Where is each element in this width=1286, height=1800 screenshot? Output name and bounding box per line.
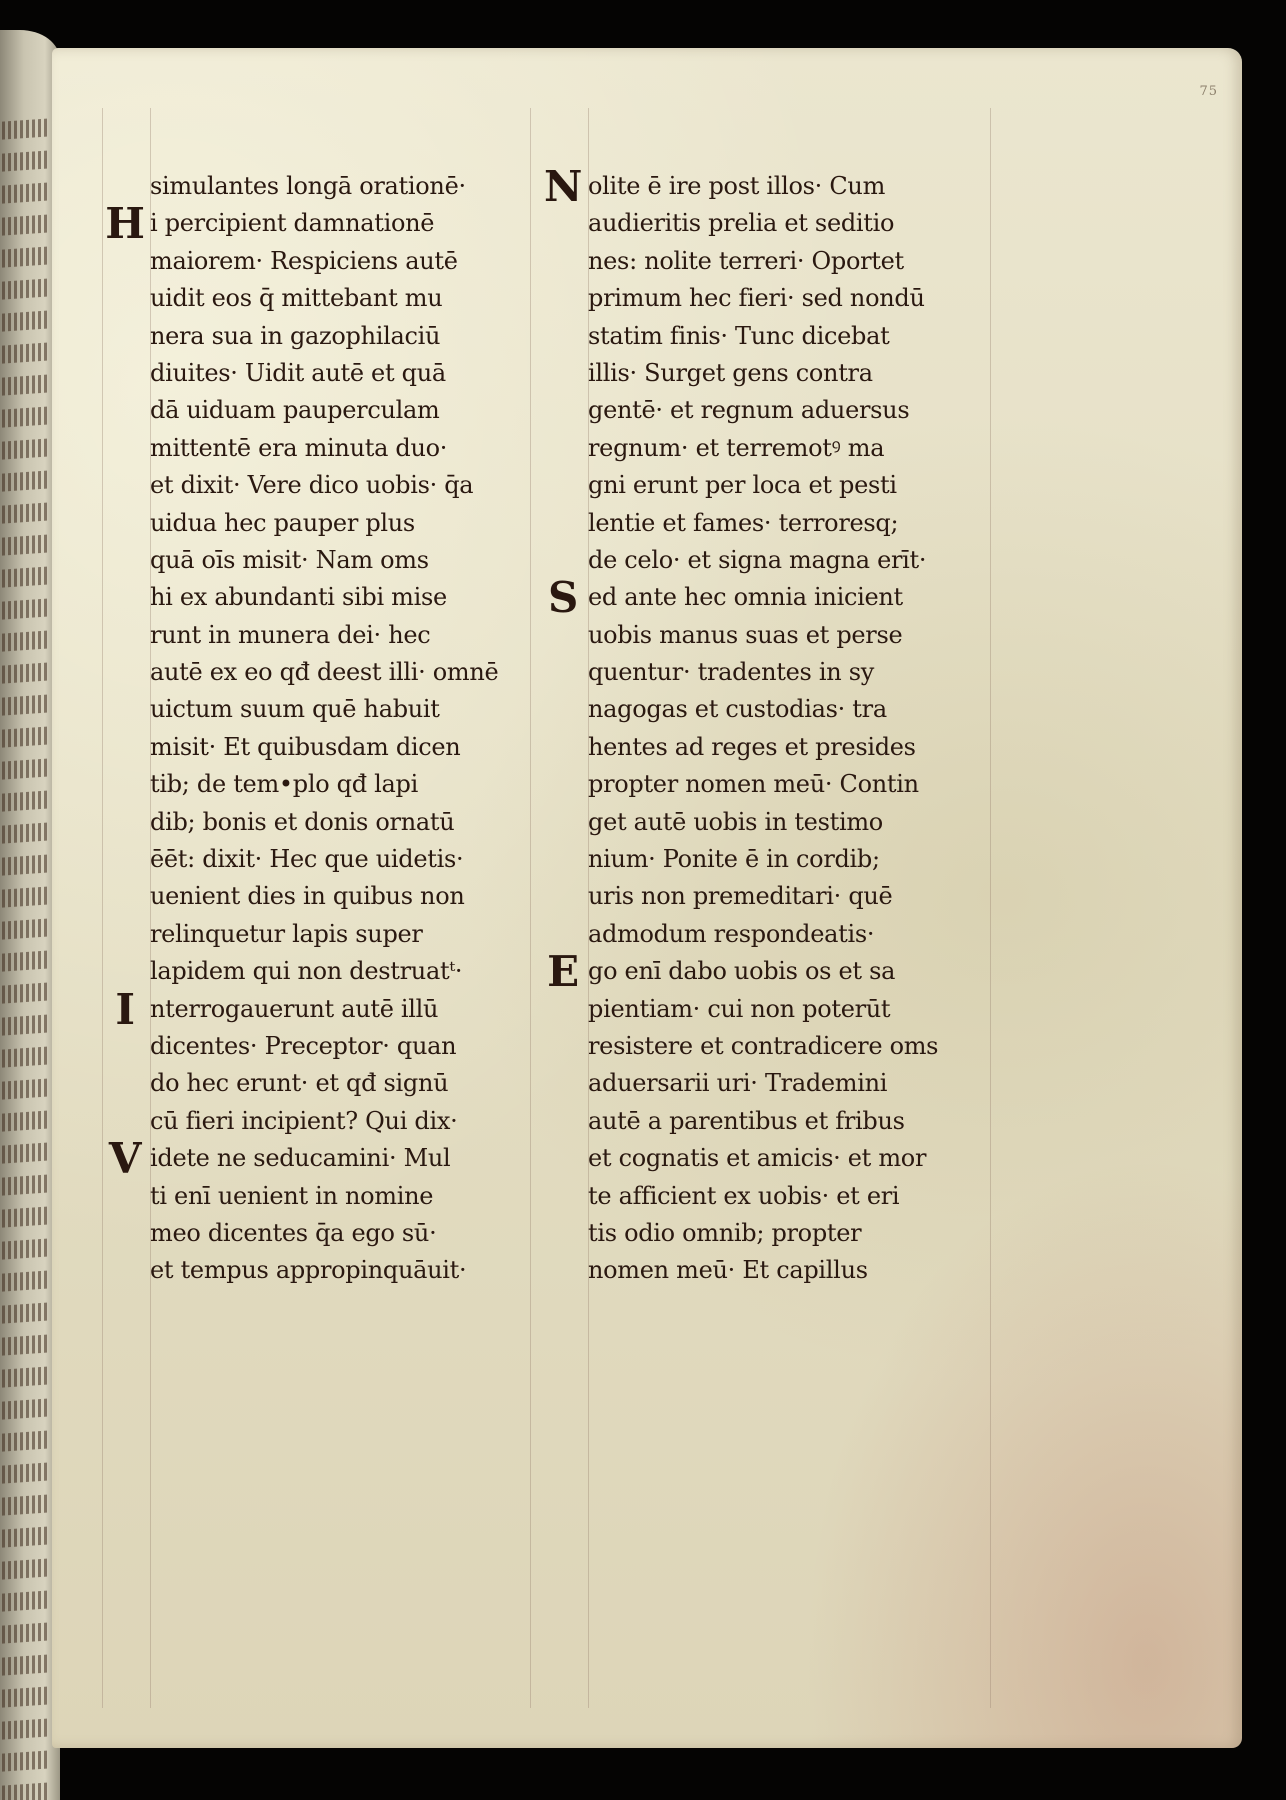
manuscript-line: [102, 953, 522, 990]
manuscript-line: [540, 654, 990, 691]
manuscript-line: [102, 1103, 522, 1140]
line-text: hi ex abundanti sibi mise: [150, 583, 447, 612]
manuscript-line: [540, 1140, 990, 1177]
manuscript-line: [102, 355, 522, 392]
manuscript-line: [540, 280, 990, 317]
manuscript-line: [102, 984, 522, 1034]
facing-line: [2, 1686, 50, 1707]
manuscript-line: [102, 243, 522, 280]
line-text: hentes ad reges et presides: [588, 732, 916, 761]
facing-line: [2, 950, 50, 971]
manuscript-line: [540, 916, 990, 953]
manuscript-line: [540, 318, 990, 355]
facing-line: [2, 758, 50, 779]
line-text: nes: nolite terreri· Oportet: [588, 246, 904, 275]
line-text: go enī dabo uobis os et sa: [588, 957, 896, 986]
manuscript-line: [102, 916, 522, 953]
manuscript-line: [540, 573, 990, 623]
line-text: dicentes· Preceptor· quan: [150, 1031, 457, 1060]
line-text: te afficient ex uobis· et eri: [588, 1181, 900, 1210]
facing-line: [2, 1046, 50, 1067]
facing-line: [2, 918, 50, 939]
line-text: maiorem· Respiciens autē: [150, 246, 458, 275]
manuscript-line: [540, 162, 990, 211]
facing-line: [2, 598, 50, 619]
manuscript-line: [540, 947, 990, 997]
manuscript-line: [540, 467, 990, 504]
manuscript-line: [540, 991, 990, 1028]
manuscript-line: [102, 1178, 522, 1215]
manuscript-line: [540, 804, 990, 841]
line-text: nera sua in gazophilaciū: [150, 321, 441, 350]
line-text: uris non premeditari· quē: [588, 882, 893, 911]
manuscript-line: [540, 243, 990, 280]
line-text: runt in munera dei· hec: [150, 620, 431, 649]
facing-line: [2, 438, 50, 459]
line-text: uenient dies in quibus non: [150, 882, 465, 911]
facing-line: [2, 1462, 50, 1483]
manuscript-line: [540, 1103, 990, 1140]
line-text: nium· Ponite ē in cordib;: [588, 845, 880, 874]
manuscript-line: [540, 729, 990, 766]
manuscript-line: [102, 199, 522, 249]
facing-line: [2, 726, 50, 747]
facing-line: [2, 1558, 50, 1579]
manuscript-line: [540, 1215, 990, 1252]
left-text-column: [102, 168, 522, 1290]
manuscript-line: [102, 1065, 522, 1102]
manuscript-line: [102, 1028, 522, 1065]
ruling-line: [530, 108, 531, 1708]
line-text: tib; de tem•plo qđ lapi: [150, 770, 418, 799]
facing-line: [2, 246, 50, 267]
line-text: lapidem qui non destruatᵗ·: [150, 957, 463, 986]
manuscript-line: [540, 505, 990, 542]
manuscript-line: [540, 430, 990, 467]
facing-line: [2, 1398, 50, 1419]
manuscript-line: [102, 691, 522, 728]
facing-line: [2, 150, 50, 171]
facing-line: [2, 822, 50, 843]
line-text: gentē· et regnum aduersus: [588, 396, 910, 425]
facing-page-edge: [0, 30, 60, 1800]
facing-line: [2, 118, 50, 139]
facing-line: [2, 662, 50, 683]
facing-line: [2, 310, 50, 331]
manuscript-line: [540, 392, 990, 429]
facing-line: [2, 1238, 50, 1259]
line-text: autē a parentibus et fribus: [588, 1106, 905, 1135]
facing-line: [2, 1078, 50, 1099]
facing-line: [2, 278, 50, 299]
line-text: resistere et contradicere oms: [588, 1031, 939, 1060]
facing-line: [2, 1014, 50, 1035]
line-text: misit· Et quibusdam dicen: [150, 732, 461, 761]
line-text: i percipient damnationē: [150, 209, 435, 238]
line-text: quentur· tradentes in sy: [588, 658, 874, 687]
manuscript-line: [102, 430, 522, 467]
line-text: admodum respondeatis·: [588, 919, 875, 948]
line-text: nterrogauerunt autē illū: [150, 994, 439, 1023]
facing-line: [2, 790, 50, 811]
line-initial: E: [547, 947, 579, 997]
folio-number: 75: [1199, 84, 1218, 99]
facing-line: [2, 182, 50, 203]
facing-line: [2, 1174, 50, 1195]
line-text: dā uiduam pauperculam: [150, 396, 440, 425]
manuscript-line: [540, 1178, 990, 1215]
facing-line: [2, 886, 50, 907]
line-initial: N: [543, 162, 583, 211]
manuscript-line: [540, 205, 990, 242]
line-text: regnum· et terremotꝰ ma: [588, 433, 885, 462]
line-text: ēēt: dixit· Hec que uidetis·: [150, 845, 464, 874]
line-initial: V: [108, 1134, 142, 1184]
right-text-column: [540, 162, 990, 1290]
facing-line: [2, 1366, 50, 1387]
manuscript-line: [102, 878, 522, 915]
line-text: simulantes longā orationē·: [150, 172, 466, 200]
manuscript-line: [540, 1065, 990, 1102]
line-text: nomen meū· Et capillus: [588, 1256, 868, 1285]
facing-line: [2, 1110, 50, 1131]
line-text: ti enī uenient in nomine: [150, 1181, 434, 1210]
line-text: diuites· Uidit autē et quā: [150, 358, 446, 387]
line-text: de celo· et signa magna erīt·: [588, 545, 927, 574]
line-text: gni erunt per loca et pesti: [588, 471, 897, 500]
facing-page-text: [2, 120, 58, 1800]
line-text: illis· Surget gens contra: [588, 358, 873, 387]
line-text: uobis manus suas et perse: [588, 620, 903, 649]
manuscript-line: [102, 1215, 522, 1252]
line-initial: H: [105, 199, 145, 249]
manuscript-folio: [52, 48, 1242, 1748]
line-text: et tempus appropinquāuit·: [150, 1256, 467, 1285]
line-text: relinquetur lapis super: [150, 919, 423, 948]
line-text: et dixit· Vere dico uobis· q̄a: [150, 471, 474, 500]
line-text: nagogas et custodias· tra: [588, 695, 887, 724]
line-text: primum hec fieri· sed nondū: [588, 284, 925, 313]
facing-line: [2, 1270, 50, 1291]
manuscript-line: [540, 617, 990, 654]
manuscript-line: [102, 280, 522, 317]
facing-line: [2, 1718, 50, 1739]
line-text: meo dicentes q̄a ego sū·: [150, 1218, 437, 1247]
facing-line: [2, 630, 50, 651]
manuscript-line: [102, 766, 522, 803]
line-text: cū fieri incipient? Qui dix·: [150, 1106, 458, 1135]
facing-line: [2, 1430, 50, 1451]
line-text: dib; bonis et donis ornatū: [150, 807, 455, 836]
manuscript-line: [540, 542, 990, 579]
manuscript-line: [102, 542, 522, 579]
facing-line: [2, 342, 50, 363]
facing-line: [2, 1654, 50, 1675]
line-text: olite ē ire post illos· Cum: [588, 172, 886, 200]
facing-line: [2, 534, 50, 555]
manuscript-line: [540, 878, 990, 915]
line-text: uictum suum quē habuit: [150, 695, 440, 724]
line-initial: I: [115, 984, 135, 1034]
facing-line: [2, 1782, 50, 1800]
facing-line: [2, 470, 50, 491]
ruling-line: [990, 108, 991, 1708]
manuscript-line: [102, 579, 522, 616]
facing-line: [2, 1142, 50, 1163]
manuscript-line: [540, 766, 990, 803]
line-text: autē ex eo qđ deest illi· omnē: [150, 658, 499, 687]
facing-line: [2, 1494, 50, 1515]
line-text: quā oīs misit· Nam oms: [150, 545, 429, 574]
line-text: uidua hec pauper plus: [150, 508, 415, 537]
line-text: audieritis prelia et seditio: [588, 209, 895, 238]
manuscript-line: [540, 841, 990, 878]
facing-line: [2, 1302, 50, 1323]
facing-line: [2, 406, 50, 427]
line-text: uidit eos q̄ mittebant mu: [150, 284, 443, 313]
manuscript-line: [102, 392, 522, 429]
line-text: aduersarii uri· Trademini: [588, 1069, 888, 1098]
manuscript-line: [102, 505, 522, 542]
facing-line: [2, 982, 50, 1003]
manuscript-line: [540, 691, 990, 728]
facing-line: [2, 566, 50, 587]
manuscript-line: [540, 1252, 990, 1289]
manuscript-line: [102, 729, 522, 766]
facing-line: [2, 1750, 50, 1771]
manuscript-line: [540, 355, 990, 392]
manuscript-line: [102, 1134, 522, 1184]
facing-line: [2, 1590, 50, 1611]
facing-line: [2, 854, 50, 875]
manuscript-line: [102, 654, 522, 691]
facing-line: [2, 1526, 50, 1547]
line-text: mittentē era minuta duo·: [150, 433, 448, 462]
line-text: et cognatis et amicis· et mor: [588, 1144, 927, 1173]
facing-line: [2, 374, 50, 395]
manuscript-line: [102, 318, 522, 355]
facing-line: [2, 1334, 50, 1355]
facing-line: [2, 214, 50, 235]
line-initial: S: [547, 573, 579, 623]
manuscript-line: [102, 841, 522, 878]
manuscript-line: [540, 1028, 990, 1065]
facing-line: [2, 1622, 50, 1643]
facing-line: [2, 502, 50, 523]
line-text: ed ante hec omnia inicient: [588, 583, 903, 612]
facing-line: [2, 694, 50, 715]
manuscript-line: [102, 617, 522, 654]
line-text: idete ne seducamini· Mul: [150, 1144, 451, 1173]
manuscript-line: [102, 1252, 522, 1289]
line-text: tis odio omnib; propter: [588, 1218, 862, 1247]
manuscript-line: [102, 168, 522, 205]
line-text: do hec erunt· et qđ signū: [150, 1069, 449, 1098]
manuscript-line: [102, 467, 522, 504]
line-text: get autē uobis in testimo: [588, 807, 883, 836]
manuscript-line: [102, 804, 522, 841]
facing-line: [2, 1206, 50, 1227]
line-text: propter nomen meū· Contin: [588, 770, 919, 799]
line-text: pientiam· cui non poterūt: [588, 994, 891, 1023]
line-text: lentie et fames· terroresq;: [588, 508, 899, 537]
line-text: statim finis· Tunc dicebat: [588, 321, 890, 350]
